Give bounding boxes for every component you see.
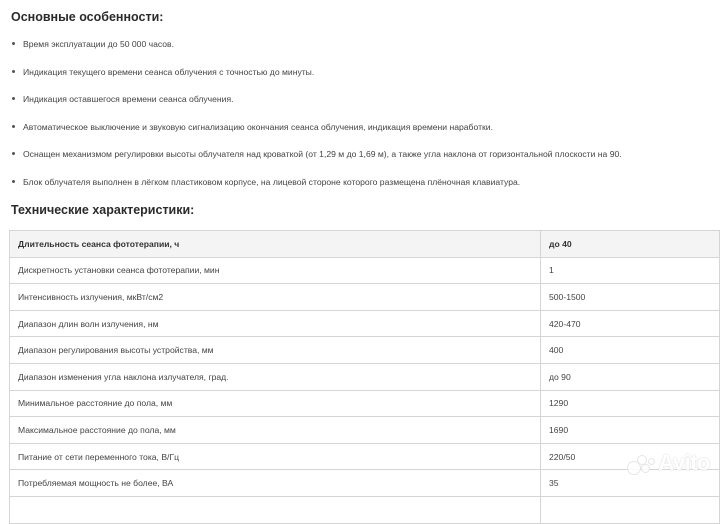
specs-heading: Технические характеристики: [11,203,195,217]
bullet-icon [12,125,15,128]
table-row [10,284,720,311]
param-cell: Питание от сети переменного тока, В/Гц [10,443,541,470]
param-cell: Диапазон регулирования высоты устройства, мм [10,337,541,364]
table-row [10,417,720,444]
specs-table [9,230,720,524]
param-cell: Диапазон длин волн излучения, нм [10,310,541,337]
feature-text: Время эксплуатации до 50 000 часов. [23,39,175,49]
table-row [10,363,720,390]
value-cell: до 90 [541,363,720,390]
table-row [10,310,720,337]
value-cell: 1 [541,257,720,284]
table-row [10,496,720,523]
bullet-icon [12,97,15,100]
list-item [11,36,711,64]
value-cell: 1290 [541,390,720,417]
table-row [10,390,720,417]
value-cell: 1690 [541,417,720,444]
features-heading: Основные особенности: [11,10,164,24]
list-item [11,91,711,119]
list-item [11,174,711,202]
watermark-text: Avito [658,450,710,475]
table-row [10,337,720,364]
table-row [10,231,720,258]
param-cell: Диапазон изменения угла наклона излучателя, град. [10,363,541,390]
list-item [11,64,711,92]
table-row [10,470,720,497]
feature-text: Индикация оставшегося времени сеанса облучения. [23,94,234,105]
avito-watermark [625,450,710,476]
param-cell: Интенсивность излучения, мкВт/см2 [10,284,541,311]
value-cell: 220/50 [541,443,720,470]
bullet-icon [12,42,15,45]
list-item [11,146,711,174]
bullet-icon [12,152,15,155]
table-row [10,257,720,284]
avito-logo-icon [625,452,655,474]
param-cell: Минимальное расстояние до пола, мм [10,390,541,417]
param-cell: Длительность сеанса фототерапии, ч [10,231,541,258]
value-cell: до 40 [541,231,720,258]
list-item [11,119,711,147]
bullet-icon [12,180,15,183]
value-cell: 500-1500 [541,284,720,311]
param-cell [10,496,541,523]
value-cell: 35 [541,470,720,497]
feature-text: Блок облучателя выполнен в лёгком пластиковом корпусе, на лицевой стороне которого размещена плёночная клавиатура. [23,176,521,187]
value-cell [541,496,720,523]
value-cell: 400 [541,337,720,364]
value-cell: 420-470 [541,310,720,337]
bullet-icon [12,70,15,73]
feature-text: Индикация текущего времени сеанса облучения с точностью до минуты. [23,66,315,77]
feature-text: Автоматическое выключение и звуковую сигнализацию окончания сеанса облучения, индикация времени наработки. [23,121,493,132]
param-cell: Потребляемая мощность не более, ВА [10,470,541,497]
features-list [11,36,711,202]
feature-text: Оснащен механизмом регулировки высоты облучателя над кроваткой (от 1,29 м до 1,69 м), а также угла наклона от горизонтальной плоскости на 90. [23,149,622,160]
param-cell: Дискретность установки сеанса фототерапии, мин [10,257,541,284]
table-row [10,443,720,470]
param-cell: Максимальное расстояние до пола, мм [10,417,541,444]
